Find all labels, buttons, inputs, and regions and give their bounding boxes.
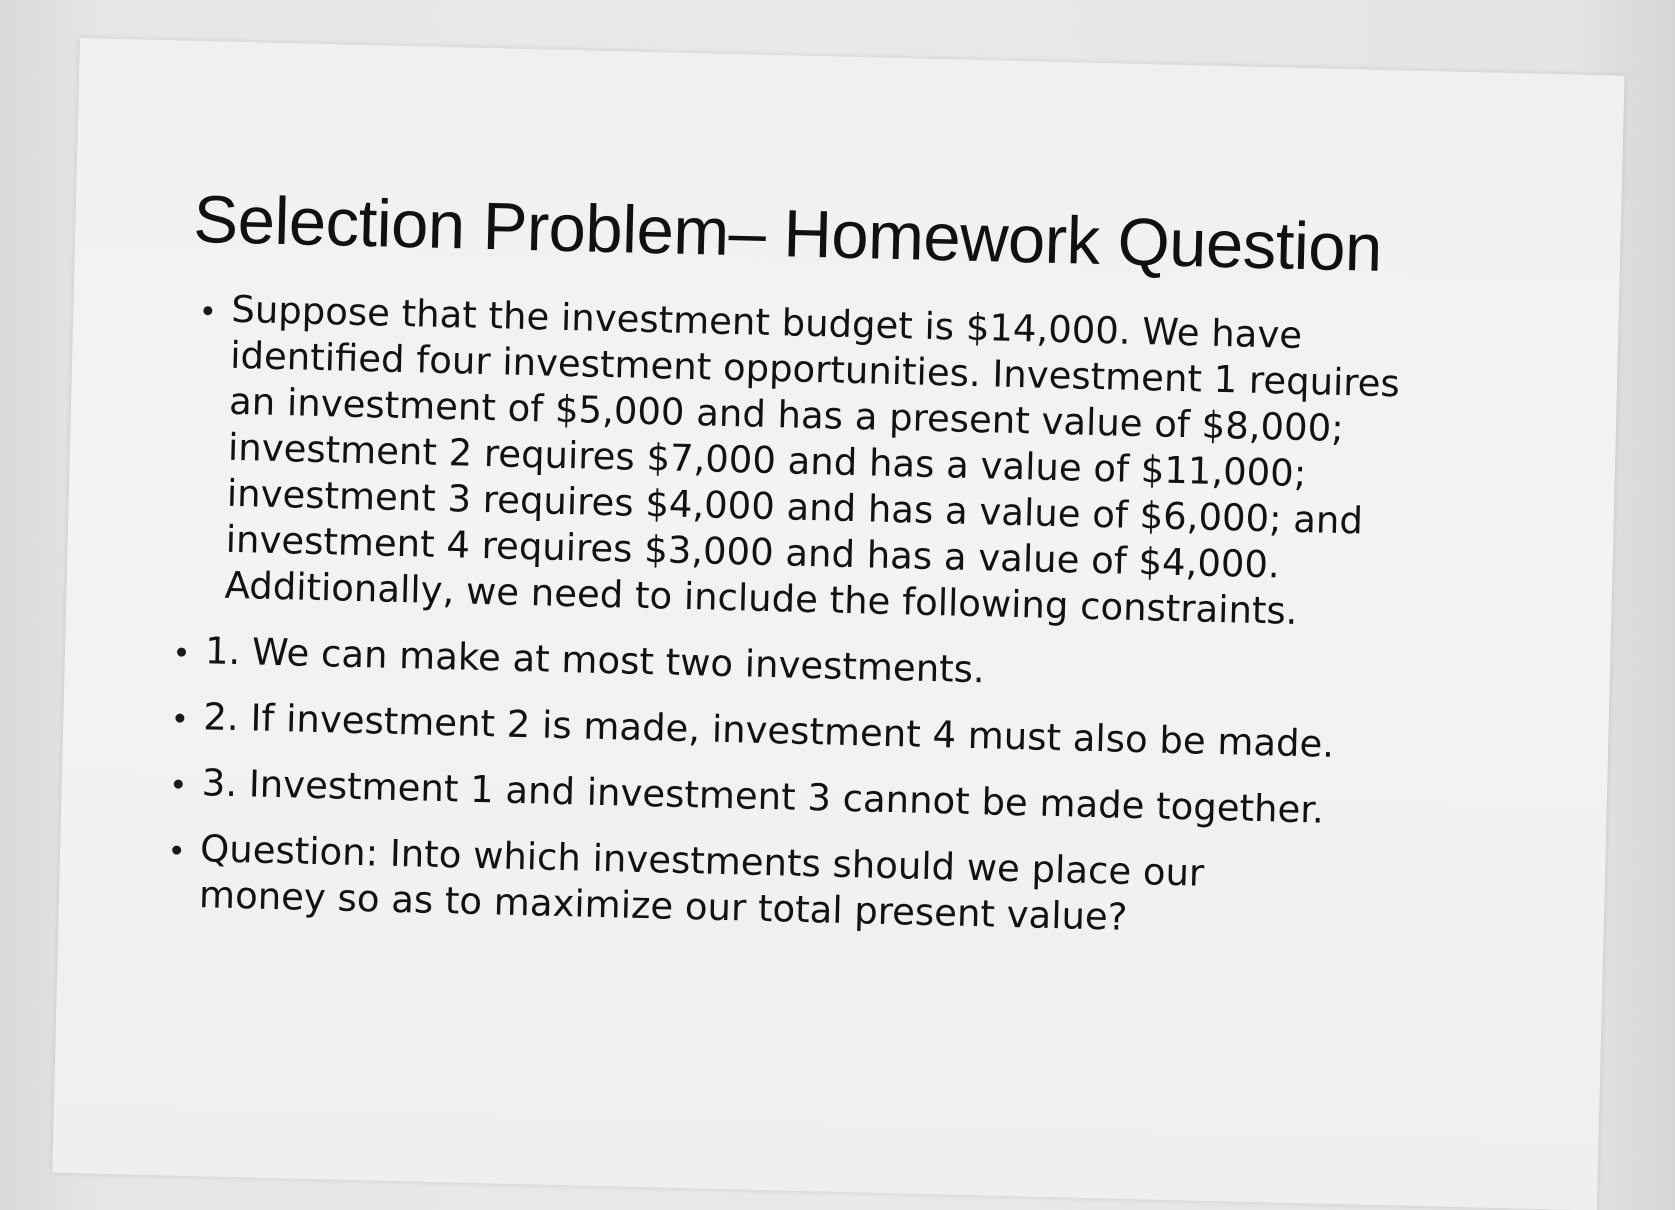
bullet-item-constraint-3 — [173, 760, 1424, 837]
bullet-list — [171, 286, 1436, 948]
bullet-text: 1. We can make at most two investments. — [204, 629, 986, 692]
slide — [52, 38, 1624, 1210]
bullet-text: 2. If investment 2 is made, investment 4 must also be made. — [202, 695, 1335, 766]
bullet-text: Suppose that the investment budget is $14,000. We have identified four investment opportunities. Investment 1 requires an investment of $5,000 and has a present value of $8,000; investment 2 requires $7,000 and has a value of $11,000; investment 3 requires $4,000 and has a value of $6,000; and investment 4 requires $3,000 and has a value of $4,000. Additionally, we need to include the following constraints. — [224, 287, 1401, 633]
bullet-item-constraint-2 — [175, 694, 1426, 771]
bullet-dot-icon — [174, 780, 183, 789]
slide-title: Selection Problem– Homework Question — [192, 181, 1383, 286]
bullet-text: Question: Into which investments should we place our money so as to maximize our total present value? — [198, 827, 1205, 939]
bullet-item-problem-statement — [196, 286, 1422, 638]
bullet-dot-icon — [172, 845, 181, 854]
bullet-dot-icon — [175, 714, 184, 723]
bullet-item-constraint-1 — [177, 628, 1428, 705]
bullet-item-question — [171, 826, 1321, 946]
bullet-text: 3. Investment 1 and investment 3 cannot be made together. — [201, 761, 1325, 832]
bullet-dot-icon — [203, 306, 212, 315]
bullet-dot-icon — [177, 648, 186, 657]
